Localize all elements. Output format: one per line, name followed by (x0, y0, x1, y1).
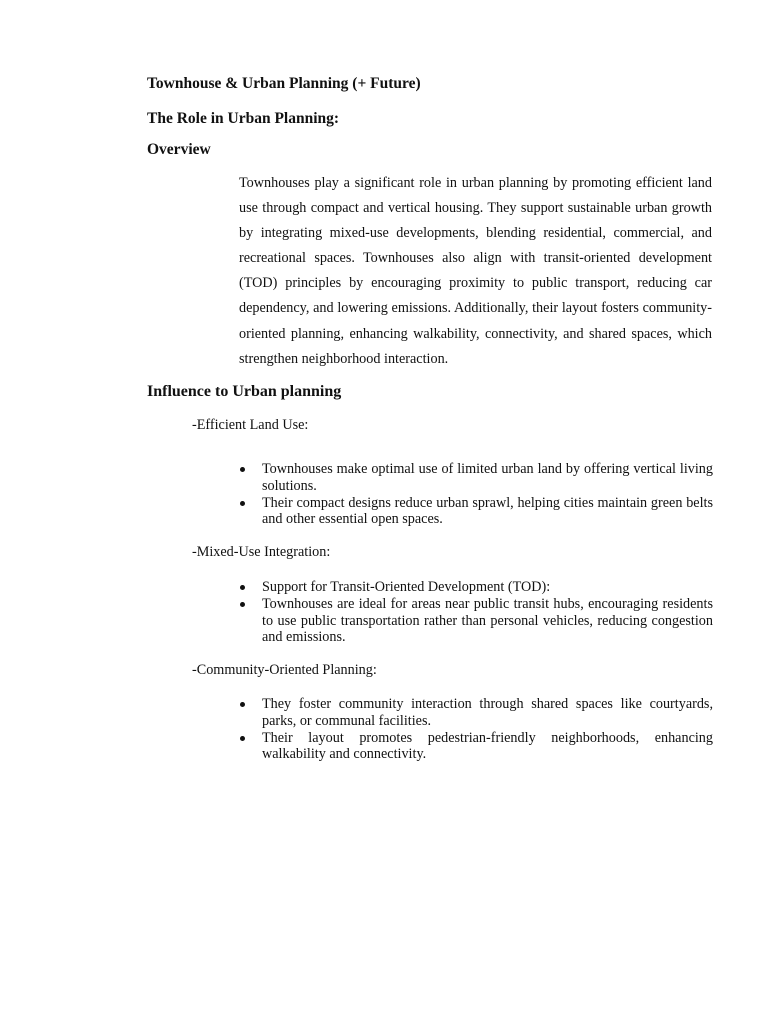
list-item (262, 495, 713, 529)
community-oriented-planning-label: -Community-Oriented Planning: (192, 662, 377, 678)
bullet-icon (240, 467, 245, 472)
bullet-icon (240, 585, 245, 590)
bullet-icon (240, 702, 245, 707)
mixed-use-integration-label: -Mixed-Use Integration: (192, 544, 331, 560)
document-title: Townhouse & Urban Planning (+ Future) (147, 75, 421, 92)
overview-heading: Overview (147, 141, 211, 158)
bullet-icon (240, 501, 245, 506)
list-item (262, 730, 713, 764)
list-item (262, 461, 713, 495)
overview-paragraph: Townhouses play a significant role in urban planning by promoting efficient land use through compact and vertical housing. They support sustainable urban growth by integrating mixed-use developments, blending residential, commercial, and recreational spaces. Townhouses also align with transit-oriented development (TOD) principles by encouraging proximity to public transport, reducing car dependency, and lowering emissions. Additionally, their layout fosters community-oriented planning, enhancing walkability, connectivity, and shared spaces, which strengthen neighborhood interaction. (239, 175, 712, 367)
efficient-land-use-label: -Efficient Land Use: (192, 417, 309, 433)
efficient-land-use-list (262, 461, 713, 528)
bullet-icon (240, 736, 245, 741)
list-item (262, 696, 713, 730)
bullet-text: Townhouses make optimal use of limited urban land by offering vertical living solutions. (262, 461, 713, 494)
list-item (262, 579, 713, 596)
influence-heading: Influence to Urban planning (147, 383, 342, 400)
bullet-text: Support for Transit-Oriented Development (TOD): (262, 579, 551, 595)
bullet-text: Their layout promotes pedestrian-friendly neighborhoods, enhancing walkability and connectivity. (262, 729, 713, 763)
role-heading: The Role in Urban Planning: (147, 110, 340, 127)
mixed-use-integration-list (262, 579, 713, 646)
community-oriented-planning-list (262, 696, 713, 763)
bullet-text: Townhouses are ideal for areas near public transit hubs, encouraging residents to use public transportation rather than personal vehicles, reducing congestion and emissions. (262, 595, 713, 646)
bullet-text: Their compact designs reduce urban sprawl, helping cities maintain green belts and other essential open spaces. (262, 494, 713, 528)
bullet-icon (240, 602, 245, 607)
bullet-text: They foster community interaction through shared spaces like courtyards, parks, or communal facilities. (262, 696, 713, 729)
list-item (262, 596, 713, 646)
